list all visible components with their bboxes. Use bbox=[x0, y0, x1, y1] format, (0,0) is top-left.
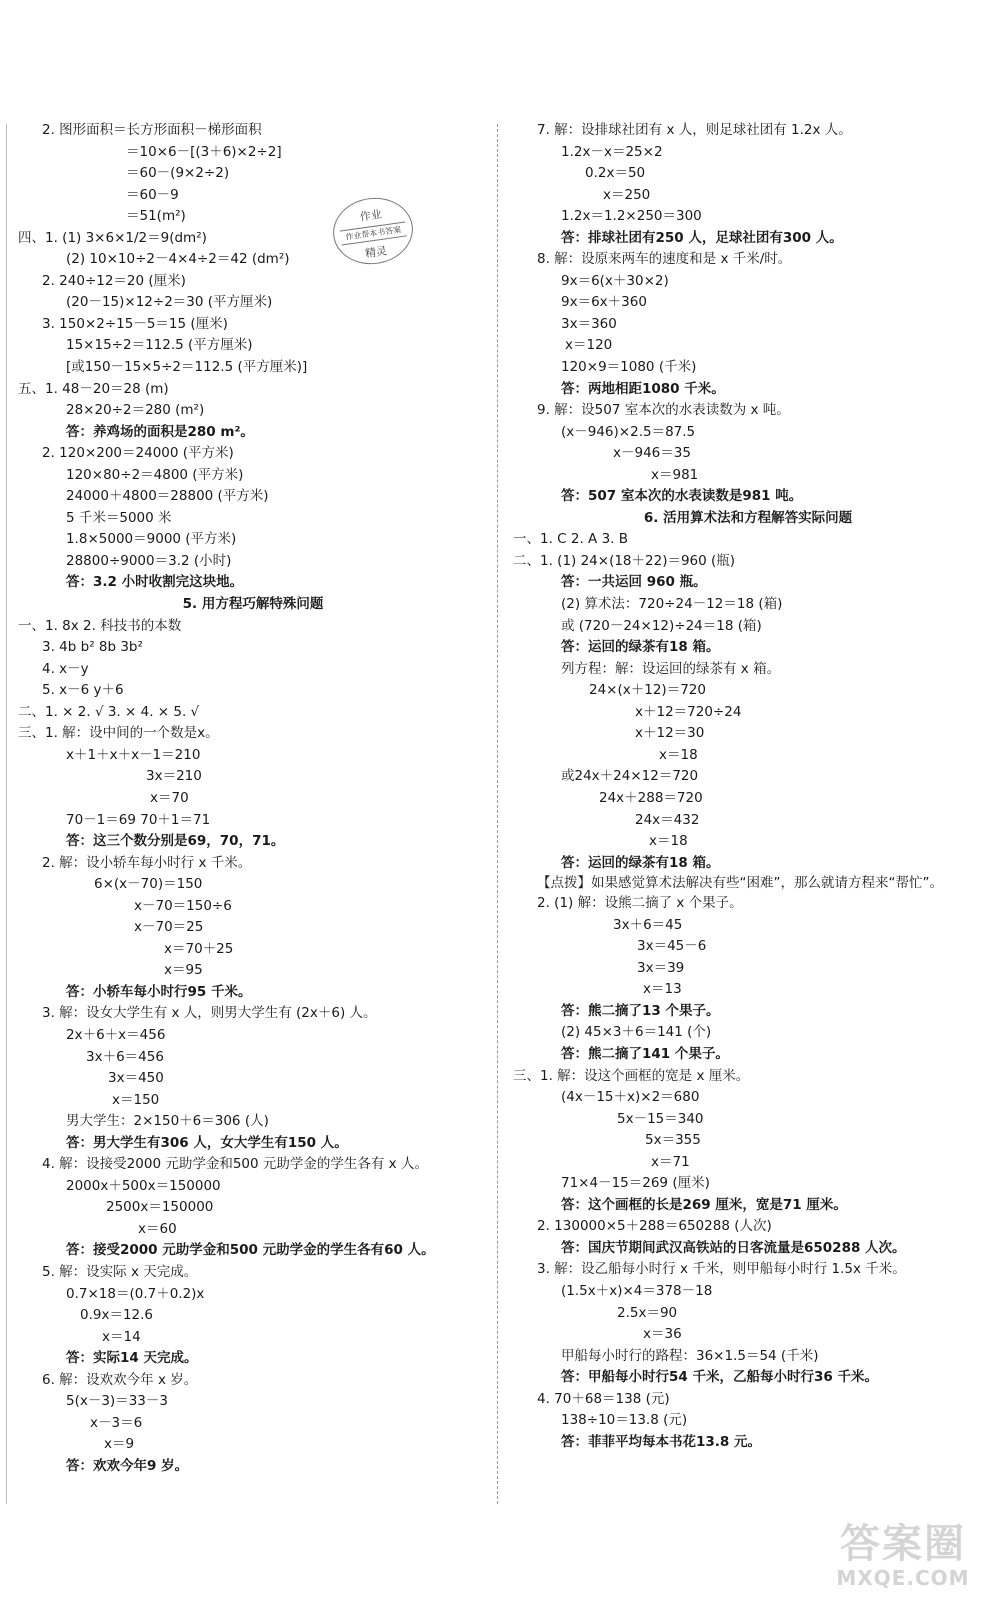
solution-line: 4. 70＋68＝138 (元) bbox=[537, 1390, 670, 1407]
left-column bbox=[18, 120, 488, 1477]
solution-line: x＝150 bbox=[112, 1091, 160, 1108]
site-watermark bbox=[828, 1522, 978, 1594]
solution-line: x－70＝25 bbox=[134, 919, 204, 936]
solution-line: 5x＝355 bbox=[645, 1132, 701, 1149]
answer-line: 答：排球社团有250 人，足球社团有300 人。 bbox=[561, 229, 843, 246]
solution-line: 5 千米＝5000 米 bbox=[66, 509, 172, 526]
solution-line: 3. 4b b² 8b 3b² bbox=[42, 639, 143, 656]
answer-line: 答：国庆节期间武汉高铁站的日客流量是650288 人次。 bbox=[561, 1239, 906, 1256]
answer-line: 答：这个画框的长是269 厘米，宽是71 厘米。 bbox=[561, 1196, 847, 1213]
solution-line: x＝36 bbox=[643, 1326, 682, 1343]
solution-line: 9. 解：设507 室本次的水表读数为 x 吨。 bbox=[537, 402, 790, 419]
solution-line: 24x＋288＝720 bbox=[599, 789, 703, 806]
solution-line: 6×(x－70)＝150 bbox=[94, 876, 203, 893]
solution-line: 70－1＝69 70＋1＝71 bbox=[66, 811, 211, 828]
solution-line: 3. 解：设女大学生有 x 人，则男大学生有 (2x＋6) 人。 bbox=[42, 1005, 377, 1022]
solution-line: 9x＝6(x＋30×2) bbox=[561, 272, 669, 289]
solution-line: 3x＝210 bbox=[146, 768, 202, 785]
answer-line: 答：接受2000 元助学金和500 元助学金的学生各有60 人。 bbox=[66, 1242, 435, 1259]
answer-line: 答：菲菲平均每本书花13.8 元。 bbox=[561, 1433, 762, 1450]
solution-line: 2. (1) 解：设熊二摘了 x 个果子。 bbox=[537, 895, 743, 912]
solution-line: 2. 120×200＝24000 (平方米) bbox=[42, 445, 234, 462]
solution-line: (4x－15＋x)×2＝680 bbox=[561, 1089, 700, 1106]
solution-line: 7. 解：设排球社团有 x 人，则足球社团有 1.2x 人。 bbox=[537, 122, 852, 138]
answer-line: 答：507 室本次的水表读数是981 吨。 bbox=[561, 488, 803, 505]
solution-line: 9x＝6x＋360 bbox=[561, 294, 647, 311]
solution-line: 二、1. (1) 24×(18＋22)＝960 (瓶) bbox=[513, 552, 736, 569]
solution-line: x＝9 bbox=[104, 1436, 135, 1453]
solution-line: 或24x＋24×12＝720 bbox=[561, 768, 699, 785]
stamp-text-bottom: 精灵 bbox=[364, 244, 388, 261]
solution-line: x＝18 bbox=[649, 833, 688, 850]
solution-line: 列方程：解：设运回的绿茶有 x 箱。 bbox=[561, 660, 781, 677]
solution-line: 0.9x＝12.6 bbox=[80, 1307, 154, 1324]
solution-line: 5. x－6 y＋6 bbox=[42, 682, 124, 699]
solution-line: 1.2x－x＝25×2 bbox=[561, 143, 663, 160]
solution-line: x＝250 bbox=[603, 186, 651, 203]
solution-line: 2500x＝150000 bbox=[106, 1199, 214, 1216]
solution-line: 2. 130000×5＋288＝650288 (人次) bbox=[537, 1218, 772, 1235]
answer-line: 答：两地相距1080 千米。 bbox=[561, 380, 725, 397]
answer-line: 答：实际14 天完成。 bbox=[66, 1350, 198, 1367]
solution-line: 4. x－y bbox=[42, 660, 89, 677]
solution-line: 24000＋4800＝28800 (平方米) bbox=[66, 488, 269, 505]
solution-line: x－946＝35 bbox=[613, 445, 691, 462]
solution-line: x＝14 bbox=[102, 1328, 141, 1345]
solution-line: x＋12＝720÷24 bbox=[635, 703, 742, 720]
solution-line: 28800÷9000＝3.2 (小时) bbox=[66, 552, 232, 569]
solution-line: 2x＋6＋x＝456 bbox=[66, 1026, 166, 1043]
solution-line: 【点拨】如果感觉算术法解决有些“困难”，那么就请方程来“帮忙”。 bbox=[537, 875, 943, 892]
solution-line: x＝60 bbox=[138, 1220, 177, 1237]
answer-line: 答：养鸡场的面积是280 m²。 bbox=[66, 423, 254, 440]
solution-line: x＋1＋x＋x－1＝210 bbox=[66, 746, 201, 763]
section-heading: 6. 活用算术法和方程解答实际问题 bbox=[643, 509, 853, 526]
solution-line: 三、1. 解：设这个画框的宽是 x 厘米。 bbox=[513, 1067, 750, 1084]
solution-line: 3x＋6＝45 bbox=[613, 916, 683, 933]
solution-line: 1.2x＝1.2×250＝300 bbox=[561, 208, 702, 225]
solution-line: 3x＝450 bbox=[108, 1070, 164, 1087]
solution-line: 2000x＋500x＝150000 bbox=[66, 1177, 221, 1194]
solution-line: (x－946)×2.5＝87.5 bbox=[561, 423, 696, 440]
solution-line: 0.2x＝50 bbox=[585, 165, 646, 182]
solution-line: 2. 解：设小轿车每小时行 x 千米。 bbox=[42, 854, 252, 871]
solution-line: 0.7×18＝(0.7＋0.2)x bbox=[66, 1285, 205, 1302]
solution-line: 3. 解：设乙船每小时行 x 千米，则甲船每小时行 1.5x 千米。 bbox=[537, 1261, 906, 1278]
solution-line: ＝60－(9×2÷2) bbox=[126, 165, 230, 182]
stamp-text-top: 作业 bbox=[359, 207, 383, 224]
answer-line: 答：熊二摘了141 个果子。 bbox=[561, 1045, 729, 1062]
solution-line: 1.8×5000＝9000 (平方米) bbox=[66, 531, 237, 548]
answer-line: 答：一共运回 960 瓶。 bbox=[561, 574, 707, 591]
solution-line: 甲船每小时行的路程：36×1.5＝54 (千米) bbox=[561, 1347, 819, 1364]
solution-line: x＝70＋25 bbox=[164, 940, 234, 957]
solution-line: 3x＋6＝456 bbox=[86, 1048, 164, 1065]
solution-line: x＝120 bbox=[565, 337, 613, 354]
solution-line: 3x＝45－6 bbox=[637, 938, 707, 955]
answer-line: 答：欢欢今年9 岁。 bbox=[66, 1457, 189, 1474]
answer-line: 答：3.2 小时收割完这块地。 bbox=[66, 574, 244, 591]
solution-line: 3. 150×2÷15－5＝15 (厘米) bbox=[42, 315, 228, 332]
solution-line: 120×9＝1080 (千米) bbox=[561, 359, 697, 376]
solution-line: 71×4－15＝269 (厘米) bbox=[561, 1175, 710, 1192]
solution-line: (20－15)×12÷2＝30 (平方厘米) bbox=[66, 294, 273, 311]
watermark-url: MXQE.COM bbox=[836, 1566, 970, 1590]
solution-line: 三、1. 解：设中间的一个数是x。 bbox=[18, 725, 219, 742]
answer-line: 答：运回的绿茶有18 箱。 bbox=[561, 639, 720, 656]
solution-line: 6. 解：设欢欢今年 x 岁。 bbox=[42, 1371, 198, 1388]
solution-line: ＝60－9 bbox=[126, 186, 179, 203]
solution-line: 5(x－3)＝33－3 bbox=[66, 1393, 168, 1410]
solution-line: 15×15÷2＝112.5 (平方厘米) bbox=[66, 337, 253, 354]
solution-line: 3x＝360 bbox=[561, 315, 617, 332]
answer-line: 答：小轿车每小时行95 千米。 bbox=[66, 983, 252, 1000]
solution-line: 男大学生：2×150＋6＝306 (人) bbox=[66, 1113, 269, 1130]
solution-line: 138÷10＝13.8 (元) bbox=[561, 1412, 688, 1429]
solution-line: (2) 10×10÷2－4×4÷2＝42 (dm²) bbox=[66, 251, 290, 268]
solution-line: 3x＝39 bbox=[637, 959, 685, 976]
answer-line: 答：熊二摘了13 个果子。 bbox=[561, 1002, 720, 1019]
solution-line: 2.5x＝90 bbox=[617, 1304, 678, 1321]
solution-line: x＝13 bbox=[643, 981, 682, 998]
solution-line: x＝18 bbox=[659, 746, 698, 763]
solution-line: 二、1. × 2. √ 3. × 4. × 5. √ bbox=[18, 703, 200, 720]
answer-line: 答：男大学生有306 人，女大学生有150 人。 bbox=[66, 1134, 348, 1151]
solution-line: 2. 240÷12＝20 (厘米) bbox=[42, 272, 186, 289]
solution-line: 24×(x＋12)＝720 bbox=[589, 682, 706, 699]
solution-line: 120×80÷2＝4800 (平方米) bbox=[66, 466, 244, 483]
watermark-logo-text: 答案圈 bbox=[840, 1521, 966, 1567]
solution-line: 2. 图形面积＝长方形面积－梯形面积 bbox=[42, 122, 262, 138]
solution-line: 或 (720－24×12)÷24＝18 (箱) bbox=[561, 617, 762, 634]
right-column bbox=[513, 120, 983, 1453]
solution-line: x＝95 bbox=[164, 962, 203, 979]
column-divider bbox=[497, 124, 498, 1504]
solution-line: (2) 算术法：720÷24－12＝18 (箱) bbox=[561, 596, 783, 613]
solution-line: 5x－15＝340 bbox=[617, 1110, 704, 1127]
solution-line: 8. 解：设原来两车的速度和是 x 千米/时。 bbox=[537, 251, 792, 268]
solution-line: 一、1. C 2. A 3. B bbox=[513, 531, 629, 548]
solution-line: 一、1. 8x 2. 科技书的本数 bbox=[18, 617, 182, 634]
solution-line: 28×20÷2＝280 (m²) bbox=[66, 402, 205, 419]
page-edge-line bbox=[6, 124, 7, 1504]
solution-line: ＝10×6－[(3＋6)×2÷2] bbox=[126, 143, 282, 160]
solution-line: ＝51(m²) bbox=[126, 208, 186, 225]
solution-line: x＝71 bbox=[651, 1153, 690, 1170]
solution-line: 24x＝432 bbox=[635, 811, 700, 828]
solution-line: 五、1. 48－20＝28 (m) bbox=[18, 380, 169, 397]
solution-line: 4. 解：设接受2000 元助学金和500 元助学金的学生各有 x 人。 bbox=[42, 1156, 428, 1173]
answer-line: 答：甲船每小时行54 千米，乙船每小时行36 千米。 bbox=[561, 1369, 878, 1386]
answer-line: 答：运回的绿茶有18 箱。 bbox=[561, 854, 720, 871]
stamp-text-middle: 作业帮本书答案 bbox=[340, 221, 407, 245]
solution-line: x－3＝6 bbox=[90, 1414, 143, 1431]
solution-line: x＝981 bbox=[651, 466, 699, 483]
solution-line: x－70＝150÷6 bbox=[134, 897, 232, 914]
solution-line: (2) 45×3＋6＝141 (个) bbox=[561, 1024, 712, 1041]
solution-line: 四、1. (1) 3×6×1/2＝9(dm²) bbox=[18, 229, 207, 246]
solution-line: x＝70 bbox=[150, 789, 189, 806]
solution-line: (1.5x＋x)×4＝378－18 bbox=[561, 1282, 713, 1299]
answer-line: 答：这三个数分别是69，70，71。 bbox=[66, 833, 285, 850]
solution-line: x＋12＝30 bbox=[635, 725, 705, 742]
section-heading: 5. 用方程巧解特殊问题 bbox=[182, 596, 324, 613]
solution-line: 5. 解：设实际 x 天完成。 bbox=[42, 1263, 198, 1280]
solution-line: [或150－15×5÷2＝112.5 (平方厘米)] bbox=[66, 359, 308, 376]
